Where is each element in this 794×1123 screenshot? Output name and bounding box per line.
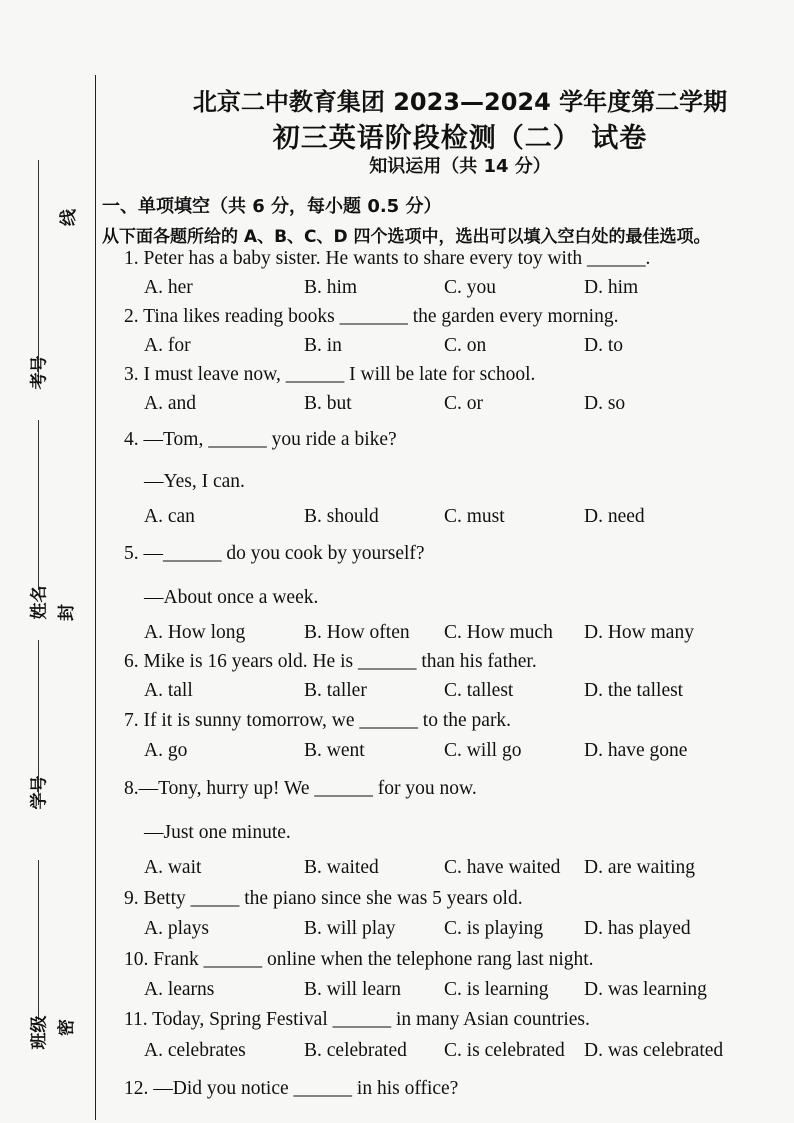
option-a: A. can <box>144 506 195 527</box>
option-d: D. the tallest <box>584 680 684 701</box>
question-stem: 9. Betty _____ the piano since she was 5 years old. <box>124 888 523 909</box>
option-b: B. should <box>304 506 379 527</box>
question-stem: 7. If it is sunny tomorrow, we ______ to the park. <box>124 710 512 731</box>
option-c: C. must <box>444 506 505 527</box>
option-c: C. is celebrated <box>444 1040 565 1061</box>
option-b: B. waited <box>304 857 379 878</box>
binding-margin-line <box>95 75 96 1120</box>
question-stem: 1. Peter has a baby sister. He wants to share every toy with ______. <box>124 248 651 269</box>
option-c: C. How much <box>444 622 553 643</box>
question-stem: 2. Tina likes reading books _______ the garden every morning. <box>124 306 619 327</box>
option-d: D. has played <box>584 918 691 939</box>
seal-word-line: 线 <box>59 209 79 226</box>
option-d: D. was celebrated <box>584 1040 724 1061</box>
option-d: D. so <box>584 393 626 414</box>
question-stem: 6. Mike is 16 years old. He is ______ than his father. <box>124 651 537 672</box>
exam-title-school: 北京二中教育集团 2023—2024 学年度第二学期 <box>192 88 728 116</box>
option-d: D. need <box>584 506 645 527</box>
option-b: B. will learn <box>304 979 401 1000</box>
option-a: A. her <box>144 277 193 298</box>
option-d: D. to <box>584 335 623 356</box>
question-stem: 11. Today, Spring Festival ______ in many Asian countries. <box>124 1009 590 1030</box>
binding-rail-exam-number <box>38 160 39 385</box>
seal-word-seal: 封 <box>57 604 77 621</box>
option-a: A. go <box>144 740 188 761</box>
option-a: A. wait <box>144 857 202 878</box>
exam-title-subject: 初三英语阶段检测（二） 试卷 <box>272 123 648 154</box>
question-stem: 12. —Did you notice ______ in his office? <box>124 1078 459 1099</box>
option-a: A. for <box>144 335 191 356</box>
option-a: A. tall <box>144 680 193 701</box>
option-b: B. him <box>304 277 358 298</box>
option-a: A. learns <box>144 979 215 1000</box>
option-b: B. in <box>304 335 342 356</box>
binding-rail-name <box>38 420 39 590</box>
option-d: D. How many <box>584 622 694 643</box>
option-c: C. is playing <box>444 918 544 939</box>
option-c: C. on <box>444 335 487 356</box>
option-a: A. plays <box>144 918 209 939</box>
dialogue-reply: —About once a week. <box>144 587 319 608</box>
exam-number-label: 考号 <box>29 355 50 390</box>
option-a: A. How long <box>144 622 246 643</box>
option-c: C. have waited <box>444 857 561 878</box>
name-label: 姓名 <box>29 585 50 620</box>
binding-rail-class <box>38 860 39 1020</box>
question-stem: 10. Frank ______ online when the telephone rang last night. <box>124 949 594 970</box>
option-c: C. is learning <box>444 979 549 1000</box>
dialogue-reply: —Yes, I can. <box>144 471 245 492</box>
option-d: D. are waiting <box>584 857 696 878</box>
option-a: A. and <box>144 393 196 414</box>
option-a: A. celebrates <box>144 1040 246 1061</box>
option-c: C. will go <box>444 740 522 761</box>
question-stem: 3. I must leave now, ______ I will be late for school. <box>124 364 536 385</box>
option-b: B. How often <box>304 622 410 643</box>
question-stem: 8.—Tony, hurry up! We ______ for you now. <box>124 778 477 799</box>
option-b: B. will play <box>304 918 396 939</box>
option-b: B. celebrated <box>304 1040 407 1061</box>
exam-part-title: 知识运用（共 14 分） <box>369 156 551 177</box>
section-heading: 一、单项填空（共 6 分，每小题 0.5 分） <box>102 196 442 217</box>
class-label: 班级 <box>29 1015 50 1050</box>
seal-word-secret: 密 <box>57 1019 77 1036</box>
option-d: D. him <box>584 277 639 298</box>
dialogue-reply: —Just one minute. <box>144 822 291 843</box>
option-c: C. you <box>444 277 497 298</box>
option-b: B. went <box>304 740 365 761</box>
student-number-label: 学号 <box>29 775 50 810</box>
section-instruction: 从下面各题所给的 A、B、C、D 四个选项中，选出可以填入空白处的最佳选项。 <box>102 227 711 247</box>
option-c: C. or <box>444 393 483 414</box>
option-c: C. tallest <box>444 680 514 701</box>
question-stem: 4. —Tom, ______ you ride a bike? <box>124 429 397 450</box>
option-d: D. have gone <box>584 740 688 761</box>
option-b: B. taller <box>304 680 367 701</box>
option-b: B. but <box>304 393 352 414</box>
option-d: D. was learning <box>584 979 707 1000</box>
question-stem: 5. —______ do you cook by yourself? <box>124 543 425 564</box>
